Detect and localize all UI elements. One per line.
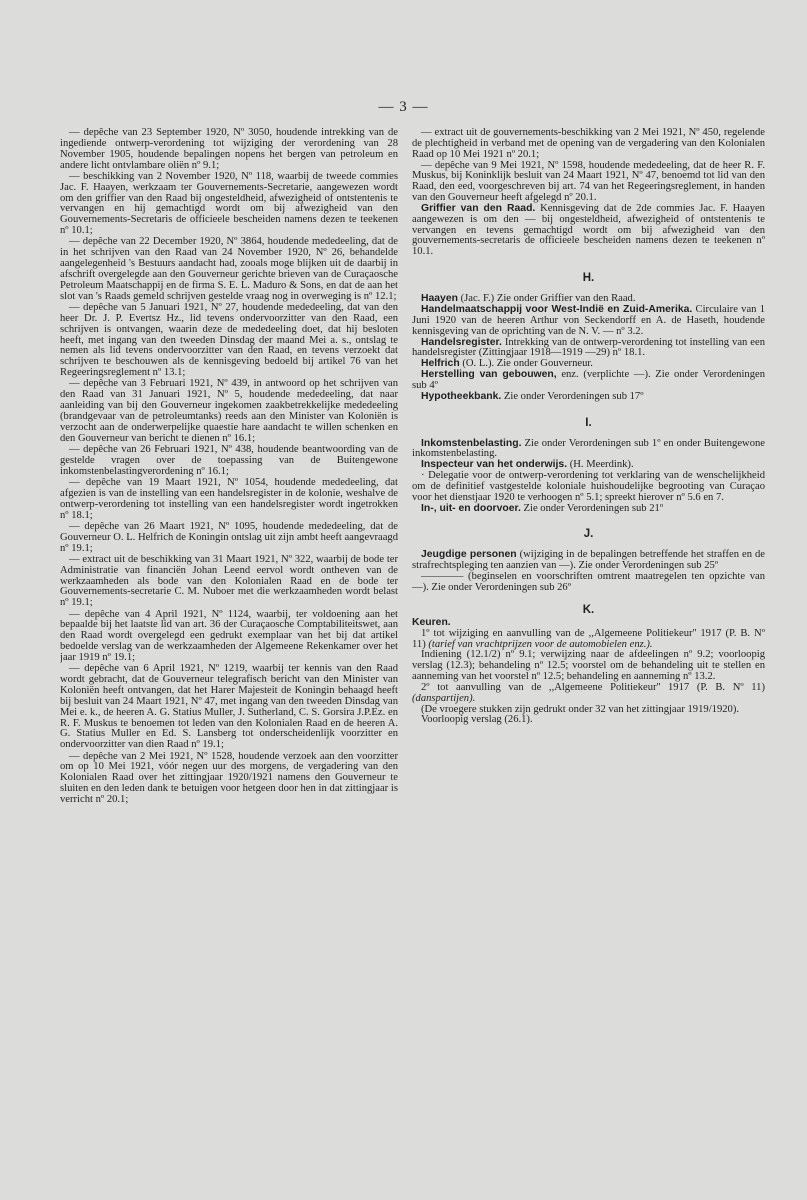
entry-text: Zie onder Verordeningen sub 17º <box>503 390 644 402</box>
section-letter-h: H. <box>582 272 595 285</box>
list-item: — depêche van 2 Mei 1921, Nº 1528, houdende verzoek aan den voorzitter om op 10 Mei 1921, vóór negen uur des morgens, de vergadering van den Kolonialen Raad over het zittingjaar 1920/1921 namens den Gouverneur te sluiten en den leden dank te betuigen voor hetgeen door hen in dat zittingjaar is verricht nº 20.1; <box>60 750 398 805</box>
entry-text: (O. L.). Zie onder Gouverneur. <box>462 358 593 370</box>
entry-keyword: Keuren. <box>412 616 451 628</box>
entry-detail: · Delegatie voor de ontwerp-verordening tot verklaring van de wenschelijkheid om de definitief vastgestelde koloniale huishoudelijke begrooting van Curaçao voor het dienstjaar 1920 te verhoogen nº 5.1; spreekt hierover nº 5.6 en 7. <box>412 470 765 503</box>
entry-subitem <box>412 683 765 705</box>
entry-text: Circulaire van 1 Juni 1920 van de heeren Arthur von Seckendorff en A. de Haseth, houdende kennisgeving van de oprichting van de N. V. — nº 3.2. <box>412 303 765 337</box>
entry-text: Kennisgeving dat de 2de commies Jac. F. Haayen aangewezen is om den — bij ongesteldheid, afwezigheid of ontstentenis te vervangen en tevens gemachtigd wordt om bij afwezigheid van den gouvernements-secretaris de officieele bescheiden namens dezen te teekenen nº 10.1. <box>412 202 765 258</box>
entry-text: (wijziging in de bepalingen betreffende het straffen en de strafrechtspleging ten aanzien van —). Zie onder Verordeningen sub 25º <box>412 549 765 572</box>
list-item: — depêche van 19 Maart 1921, Nº 1054, houdende mededeeling, dat afgezien is van de instelling van een handelsregister in de kolonie, weshalve de ontwerp-verordening tot instelling van een handelsregister wordt ingetrokken nº 18.1; <box>60 477 398 521</box>
entry-text: Zie onder Verordeningen sub 21º <box>523 502 664 514</box>
entry-keyword: Handelmaatschappij voor West-Indië en Zuid-Amerika. <box>421 303 693 315</box>
list-item: — depêche van 23 September 1920, Nº 3050, houdende intrekking van de ingediende ontwerp-verordening tot wijziging der verordening van 28 November 1905, houdende bepalingen nopens het bergen van petroleum en andere licht ontvlambare oliën nº 9.1; <box>60 128 398 171</box>
section-letter-i: I. <box>585 416 592 429</box>
list-item: — depêche van 26 Februari 1921, Nº 438, houdende beantwoording van de gestelde vragen over de toepassing van de Buitengewone inkomstenbelastingverordening nº 16.1; <box>60 443 398 477</box>
index-entry-jeugdige-sub: ———— (beginselen en voorschriften omtrent maatregelen ten opzichte van —). Zie onder Verordeningen sub 26º <box>412 571 765 593</box>
entry-keyword: Handelsregister. <box>421 336 502 348</box>
entry-text: (Jac. F.) Zie onder Griffier van den Raad. <box>460 293 636 305</box>
right-column <box>412 128 765 1103</box>
index-entry-invoer <box>412 504 765 515</box>
index-entry-inkomstenbelasting <box>412 439 765 461</box>
entry-text: 1º tot wijziging en aanvulling van de ,,Algemeene Politiekeur'' 1917 (P. B. Nº 11) <box>412 627 765 650</box>
entry-note: (De vroegere stukken zijn gedrukt onder 32 van het zittingjaar 1919/1920). <box>421 703 740 715</box>
section-letter-j: J. <box>583 528 594 541</box>
index-entry-herstelling <box>412 370 765 392</box>
entry-text-italic: (tarief van vrachtprijzen voor de automobielen enz.). <box>428 638 653 650</box>
list-item: — beschikking van 2 November 1920, Nº 118, waarbij de tweede commies Jac. F. Haayen, werkzaam ter Gouvernements-Secretarie, aangewezen wordt om den griffier van den Raad bij ongesteldheid, afwezigheid of ontstentenis te vervangen en hij gemachtigd wordt om bij afwezigheid van den Gouvernements-Secretaris de officieele bescheiden namens dezen te teekenen nº 10.1; <box>60 170 398 237</box>
entry-text: Intrekking van de ontwerp-verordening tot instelling van een handelsregister (Zittingjaar 1918—1919 —29) nº 18.1. <box>412 336 765 359</box>
index-entry-handelmaatschappij <box>412 305 765 338</box>
entry-keyword: Herstelling van gebouwen, <box>421 369 557 381</box>
entry-keyword: Hypotheekbank. <box>421 390 502 402</box>
entry-text-italic: (danspartijen). <box>412 692 476 704</box>
entry-subitem <box>412 629 765 651</box>
entry-keyword: Inspecteur van het onderwijs. <box>421 459 568 471</box>
index-entry-griffier <box>412 204 765 258</box>
list-item: — depêche van 6 April 1921, Nº 1219, waarbij ter kennis van den Raad wordt gebracht, dat de Gouverneur telegrafisch bericht van den Minister van Koloniën heeft ontvangen, dat het Harer Majesteit de Koningin behaagd heeft bij besluit van 24 Maart 1921, Nº 47, met ingang van den tweeden Dinsdag van Mei e. k., de heeren A. G. Statius Muller, J. Sutherland, C. S. Gorsira J.P.Ez. en R. F. Muskus te benoemen tot leden van den Kolonialen Raad en de heeren A. G. Statius Muller en Ed. S. Lansberg tot onderscheidenlijk voorzitter en ondervoorzitter van dien Raad nº 19.1; <box>60 663 398 751</box>
list-item: — depêche van 3 Februari 1921, Nº 439, in antwoord op het schrijven van den Raad van 31 Januari 1921, Nº 5, houdende mededeeling, dat naar aanleiding van bij den Gouverneur ingekomen zaakbetrekkelijke mededeeling (brandgevaar van de petroleumtanks) reeds aan den Minister van Koloniën is verzocht aan de onderwerpelijke quaestie hare aandacht te willen schenken en den Gouverneur van bericht te dienen nº 16.1; <box>60 378 398 444</box>
index-entry-jeugdige <box>412 550 765 572</box>
entry-detail: Indiening (12.1/2) nº 9.1; verwijzing naar de afdeelingen nº 9.2; voorloopig verslag (12.3); behandeling nº 12.5; voorstel om de behandeling uit te stellen en aanneming van het voorstel nº 12.5; behandeling en aanneming nº 13.2. <box>412 649 765 683</box>
list-item: — depêche van 5 Januari 1921, Nº 27, houdende mededeeling, dat van den heer Dr. J. P. Evertsz Hz., lid tevens ondervoorzitter van den Raad, een schrijven is ontvangen, waarin deze de mededeeling doet, dat hij besloten heeft, met ingang van den tweeden Dinsdag der maand Mei a. s., ontslag te nemen als lid tevens ondervoorzitter van den Raad, en tevens verzoekt dat schrijven te beschouwen als de kennisgeving bedoeld bij artikel 76 van het Regeeringsreglement nº 13.1; <box>60 302 398 379</box>
list-item: — depêche van 22 December 1920, Nº 3864, houdende mededeeling, dat de in het schrijven van den Raad van 24 November 1920, Nº 26, behandelde aangelegenheid 's Bestuurs aandacht had, zooals moge blijken uit de daarbij in afschrift overgelegde aan den Gouverneur gerichte brieven van de Curaçaosche Petroleum Maatschappij en de firma S. E. L. Maduro & Sons, en dat de aan het slot van 's Raads gemeld schrijven gestelde vraag nog in overweging is nº 12.1; <box>60 236 398 302</box>
entry-keyword: Haayen <box>421 293 458 305</box>
list-item: — depêche van 26 Maart 1921, Nº 1095, houdende mededeeling, dat de Gouverneur O. L. Helfrich de Koningin ontslag uit zijn ambt heeft aangevraagd nº 19.1; <box>60 520 398 554</box>
list-item: — depêche van 9 Mei 1921, Nº 1598, houdende mededeeling, dat de heer R. F. Muskus, bij Koninklijk besluit van 24 Maart 1921, Nº 47, benoemd tot lid van den Raad, den eed, voorgeschreven bij art. 74 van het Regeeringsreglement, in handen van den Gouverneur heeft afgelegd nº 20.1. <box>412 159 765 204</box>
entry-text: (H. Meerdink). <box>569 459 634 471</box>
entry-keyword: Jeugdige personen <box>421 549 517 561</box>
entry-keyword: Inkomstenbelasting. <box>421 437 522 449</box>
entry-keyword: Helfrich <box>421 358 460 370</box>
entry-text: Zie onder Verordeningen sub 1º en onder Buitengewone inkomstenbelasting. <box>412 437 765 460</box>
section-letter-k: K. <box>582 603 595 616</box>
index-entry-handelsregister <box>412 338 765 360</box>
left-column <box>60 128 398 1078</box>
entry-text: enz. (verplichte —). Zie onder Verordeningen sub 4º <box>412 369 765 391</box>
entry-keyword: In-, uit- en doorvoer. <box>421 502 521 514</box>
entry-text: 2º tot aanvulling van de ,,Algemeene Politiekeur'' 1917 (P. B. Nº 11) <box>421 681 765 693</box>
list-item: — extract uit de beschikking van 31 Maart 1921, Nº 322, waarbij de bode ter Administratie van financiën Johan Leend eervol wordt ontheven van de werkzaamheden als bode van den Kolonialen Raad en de bode ter Gouvernements-secretarie C. M. Nuboer met die werkzaamheden wordt belast nº 19.1; <box>60 553 398 609</box>
list-item: — extract uit de gouvernements-beschikking van 2 Mei 1921, Nº 450, regelende de plechtigheid in verband met de opening van de vergadering van den Kolonialen Raad op 10 Mei 1921 nº 20.1; <box>412 128 765 160</box>
entry-keyword: Griffier van den Raad. <box>421 202 536 214</box>
list-item: — depêche van 4 April 1921, Nº 1124, waarbij, ter voldoening aan het bepaalde bij het laatste lid van art. 36 der Curaçaosche Comptabiliteitswet, aan den Raad wordt overgelegd een gedrukt exemplaar van het bij dat artikel bedoelde verslag van de werkzaamheden der Algemeene Rekenkamer over het jaar 1919 nº 19.1; <box>60 608 398 663</box>
entry-detail: Voorloopig verslag (26.1). <box>421 714 533 726</box>
index-entry-hypotheekbank <box>412 392 765 403</box>
page-number: — 3 — <box>378 99 429 115</box>
